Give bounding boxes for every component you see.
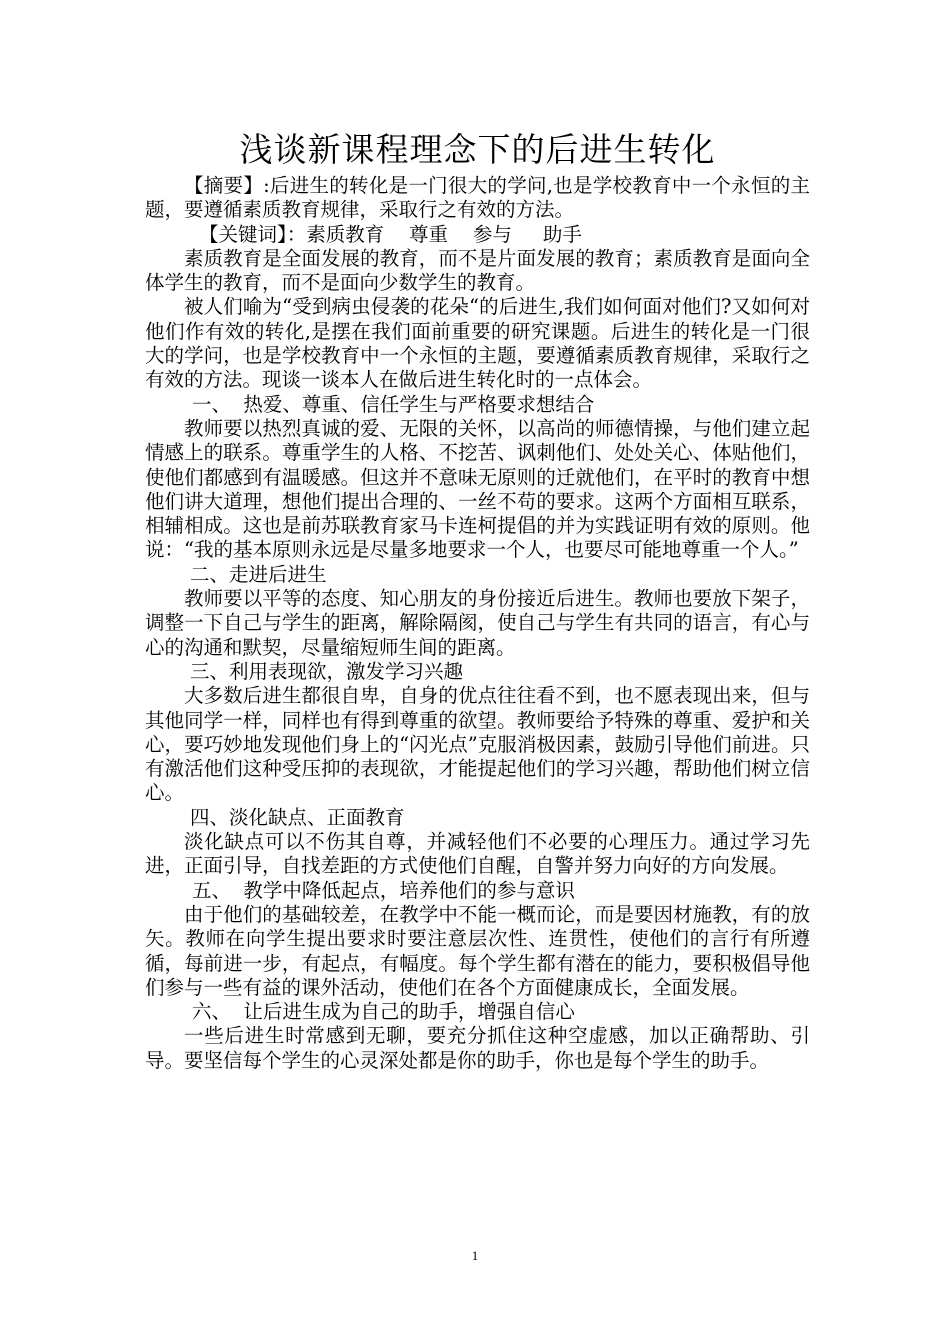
- section-heading: 三、利用表现欲，激发学习兴趣: [190, 659, 464, 683]
- body-paragraph: 由于他们的基础较差，在教学中不能一概而论，而是要因材施教，有的放矢。教师在向学生提出要求时要注意层次性、连贯性，使他们的言行有所遵循，每前进一步，有起点，有幅度。每个学生都有潜在的能力，要积极倡导他们参与一些有益的课外活动，使他们在各个方面健康成长，全面发展。: [145, 902, 810, 999]
- section-heading: 一、 热爱、尊重、信任学生与严格要求想结合: [192, 392, 595, 416]
- body-paragraph: 淡化缺点可以不伤其自尊，并减轻他们不必要的心理压力。通过学习先进，正面引导，自找差距的方式使他们自醒，自警并努力向好的方向发展。: [145, 830, 810, 878]
- body-paragraph: 素质教育是全面发展的教育，而不是片面发展的教育；素质教育是面向全体学生的教育，而不是面向少数学生的教育。: [145, 246, 810, 295]
- keywords-line: 【关键词】：素质教育 尊重 参与 助手: [199, 222, 582, 246]
- body-paragraph: 教师要以平等的态度、知心朋友的身份接近后进生。教师也要放下架子，调整一下自己与学生的距离，解除隔阂，使自己与学生有共同的语言，有心与心的沟通和默契，尽量缩短师生间的距离。: [145, 587, 810, 659]
- abstract-paragraph: 【摘要】:后进生的转化是一门很大的学问,也是学校教育中一个永恒的主题，要遵循素质教育规律，采取行之有效的方法。: [145, 174, 810, 222]
- section-heading: 六、 让后进生成为自己的助手，增强自信心: [192, 1000, 575, 1024]
- page-number: 1: [471, 1248, 479, 1263]
- document-page: [145, 128, 810, 1073]
- section-heading: 四、淡化缺点、正面教育: [190, 805, 405, 829]
- body-paragraph: 被人们喻为“受到病虫侵袭的花朵“的后进生,我们如何面对他们?又如何对他们作有效的转化,是摆在我们面前重要的研究课题。后进生的转化是一门很大的学问，也是学校教育中一个永恒的主题，要遵循素质教育规律，采取行之有效的方法。现谈一谈本人在做后进生转化时的一点体会。: [145, 295, 810, 392]
- body-paragraph: 一些后进生时常感到无聊，要充分抓住这种空虚感，加以正确帮助、引导。要坚信每个学生的心灵深处都是你的助手，你也是每个学生的助手。: [145, 1024, 810, 1072]
- section-heading: 五、 教学中降低起点，培养他们的参与意识: [192, 878, 575, 902]
- section-heading: 二、走进后进生: [190, 562, 327, 586]
- document-title: 浅谈新课程理念下的后进生转化: [239, 130, 716, 169]
- body-paragraph: 大多数后进生都很自卑，自身的优点往往看不到，也不愿表现出来，但与其他同学一样，同样也有得到尊重的欲望。教师要给予特殊的尊重、爱护和关心，要巧妙地发现他们身上的“闪光点”克服消极因素，鼓励引导他们前进。只有激活他们这种受压抑的表现欲，才能提起他们的学习兴趣，帮助他们树立信心。: [145, 684, 810, 805]
- body-paragraph: 教师要以热烈真诚的爱、无限的关怀，以高尚的师德情操，与他们建立起情感上的联系。尊重学生的人格、不挖苦、讽刺他们、处处关心、体贴他们，使他们都感到有温暖感。但这并不意味无原则的迁就他们，在平时的教育中想他们讲大道理，想他们提出合理的、一丝不苟的要求。这两个方面相互联系，相辅相成。这也是前苏联教育家马卡连柯提倡的并为实践证明有效的原则。他说：“我的基本原则永远是尽量多地要求一个人，也要尽可能地尊重一个人。”: [145, 416, 810, 562]
